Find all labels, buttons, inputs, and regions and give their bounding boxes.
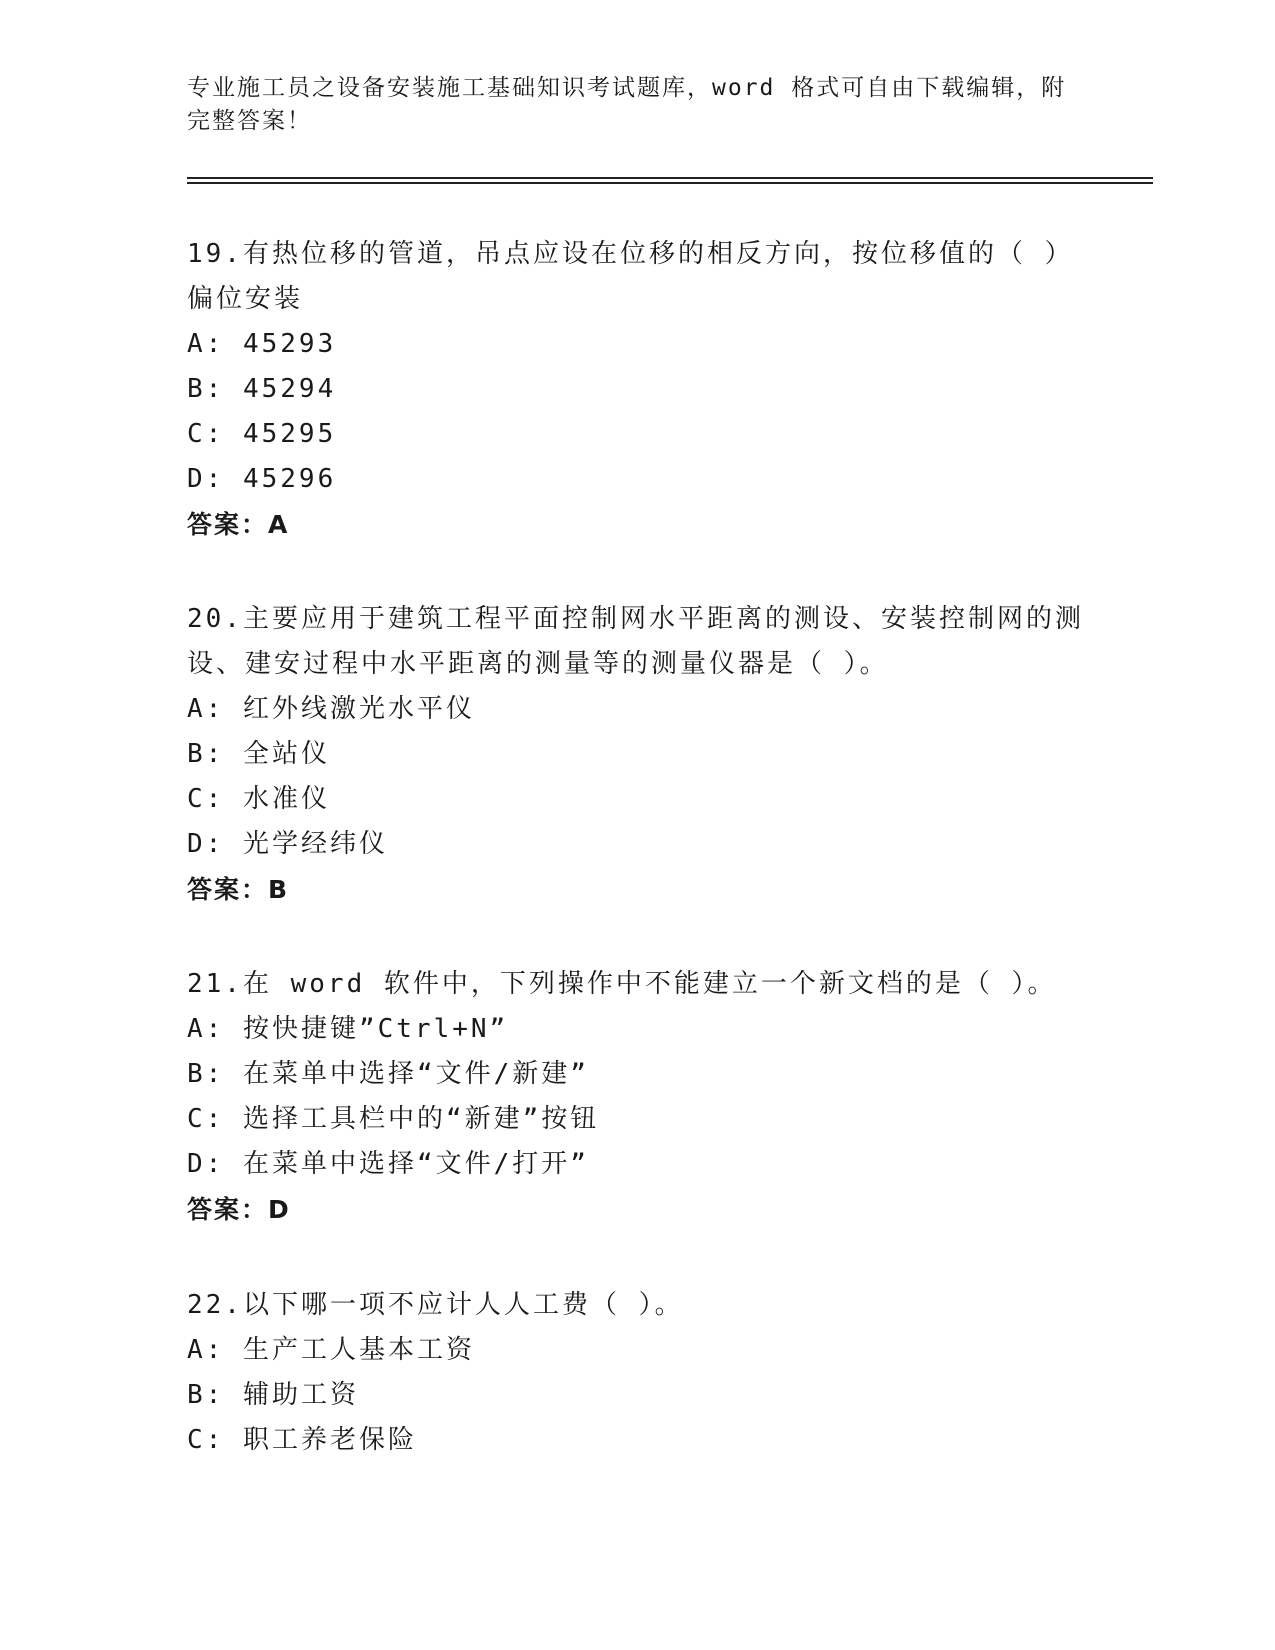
option-a: A: 红外线激光水平仪: [187, 694, 475, 724]
question-stem: 19.有热位移的管道，吊点应设在位移的相反方向，按位移值的（ ）偏位安装: [187, 239, 1074, 314]
question-22: [187, 1283, 1087, 1463]
header-divider-bottom: [187, 182, 1153, 184]
question-stem: 20.主要应用于建筑工程平面控制网水平距离的测设、安装控制网的测设、建安过程中水平距离的测量等的测量仪器是（ ）。: [187, 604, 1084, 679]
answer: 答案：D: [187, 1195, 291, 1224]
option-b: B: 辅助工资: [187, 1380, 359, 1410]
option-a: A: 45293: [187, 329, 337, 359]
question-stem: 21.在 word 软件中，下列操作中不能建立一个新文档的是（ ）。: [187, 969, 1057, 999]
option-c: C: 水准仪: [187, 784, 330, 814]
option-b: B: 45294: [187, 374, 337, 404]
option-d: D: 45296: [187, 464, 337, 494]
option-b: B: 在菜单中选择“文件/新建”: [187, 1059, 589, 1089]
question-19: [187, 232, 1087, 547]
option-c: C: 选择工具栏中的“新建”按钮: [187, 1104, 600, 1134]
question-20: [187, 597, 1087, 912]
option-a: A: 生产工人基本工资: [187, 1335, 475, 1365]
option-c: C: 45295: [187, 419, 337, 449]
option-d: D: 在菜单中选择“文件/打开”: [187, 1149, 589, 1179]
document-header: 专业施工员之设备安装施工基础知识考试题库，word 格式可自由下载编辑，附完整答案！: [187, 75, 1067, 134]
option-a: A: 按快捷键”Ctrl+N”: [187, 1014, 509, 1044]
option-b: B: 全站仪: [187, 739, 330, 769]
question-21: [187, 962, 1087, 1232]
answer: 答案：A: [187, 510, 290, 539]
question-stem: 22.以下哪一项不应计人人工费（ ）。: [187, 1290, 684, 1320]
option-d: D: 光学经纬仪: [187, 829, 388, 859]
option-c: C: 职工养老保险: [187, 1425, 417, 1455]
header-divider-top: [187, 177, 1153, 179]
answer: 答案：B: [187, 875, 290, 904]
